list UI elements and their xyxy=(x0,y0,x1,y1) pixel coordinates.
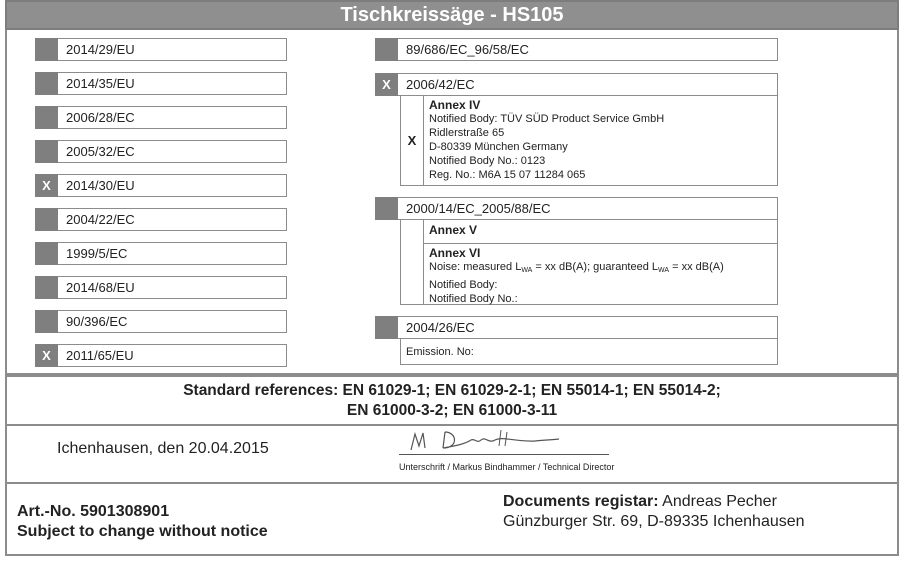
annex-mark-column xyxy=(401,220,424,304)
annex-iv-title: Annex IV xyxy=(429,98,481,112)
annex-v-vi-block xyxy=(400,220,778,305)
directive-label: 90/396/EC xyxy=(66,314,128,329)
directive-row xyxy=(35,174,287,197)
registrar-label: Documents registar: xyxy=(503,493,659,510)
checkbox xyxy=(35,208,58,231)
notified-body-line: Notified Body: TÜV SÜD Product Service GmbH xyxy=(429,113,665,125)
change-notice: Subject to change without notice xyxy=(17,523,268,540)
signature-line xyxy=(399,454,609,455)
checkbox xyxy=(35,140,58,163)
checkbox: X xyxy=(35,174,58,197)
notified-body-number: Notified Body No.: xyxy=(429,293,518,305)
divider xyxy=(423,243,777,244)
emission-block xyxy=(400,339,778,365)
checkbox: X xyxy=(35,344,58,367)
annex-v-title: Annex V xyxy=(429,223,478,237)
directive-row xyxy=(35,310,287,333)
checkbox xyxy=(375,38,398,61)
directive-row xyxy=(35,38,287,61)
directive-label: 89/686/EC_96/58/EC xyxy=(406,42,529,57)
directive-label: 2000/14/EC_2005/88/EC xyxy=(406,201,551,216)
place-date: Ichenhausen, den 20.04.2015 xyxy=(57,440,269,457)
notified-body-number: Notified Body No.: 0123 xyxy=(429,155,546,167)
checkbox: X xyxy=(375,73,398,96)
directive-row xyxy=(35,344,287,367)
directives-panel xyxy=(5,30,899,375)
handwritten-signature xyxy=(405,428,565,454)
signature-caption: Unterschrift / Markus Bindhammer / Technical Director xyxy=(399,462,615,472)
annex-vi-title: Annex VI xyxy=(429,246,481,260)
address-street: Ridlerstraße 65 xyxy=(429,127,505,139)
annex-iv-block xyxy=(400,96,778,186)
directive-label: 2004/26/EC xyxy=(406,320,475,335)
registrar-address: Günzburger Str. 69, D-89335 Ichenhausen xyxy=(503,513,805,530)
directive-row xyxy=(35,106,287,129)
checkbox xyxy=(35,72,58,95)
emission-number: Emission. No: xyxy=(406,346,474,358)
checkbox xyxy=(35,106,58,129)
directive-label: 2014/30/EU xyxy=(66,178,135,193)
directive-label: 2014/29/EU xyxy=(66,42,135,57)
directive-row xyxy=(35,242,287,265)
footer xyxy=(5,484,899,556)
directive-label: 2006/28/EC xyxy=(66,110,135,125)
directive-label: 1999/5/EC xyxy=(66,246,128,261)
directive-row xyxy=(35,72,287,95)
directive-label: 2011/65/EU xyxy=(66,348,134,363)
directive-label: 2004/22/EC xyxy=(66,212,135,227)
article-number: Art.-No. 5901308901 xyxy=(17,503,170,520)
directive-row xyxy=(375,73,778,96)
directive-row xyxy=(35,276,287,299)
directive-row xyxy=(375,38,778,61)
notified-body-line: Notified Body: xyxy=(429,279,498,291)
checkbox xyxy=(375,197,398,220)
directive-row xyxy=(35,140,287,163)
article-info xyxy=(17,502,268,542)
documents-registrar xyxy=(503,492,805,532)
checkbox xyxy=(35,242,58,265)
address-city: D-80339 München Germany xyxy=(429,141,568,153)
noise-line: Noise: measured $L_{WA}$ = xx dB(A); guaranteed $L_{WA}$ = xx dB(A) xyxy=(429,261,724,274)
checkbox xyxy=(35,310,58,333)
standard-references xyxy=(5,375,899,426)
directive-row xyxy=(375,316,778,339)
directive-label: 2014/35/EU xyxy=(66,76,135,91)
checkbox xyxy=(35,276,58,299)
checkbox xyxy=(375,316,398,339)
registrar-name: Andreas Pecher xyxy=(658,493,777,510)
standards-line-1: Standard references: EN 61029-1; EN 61029-2-1; EN 55014-1; EN 55014-2; xyxy=(183,382,721,399)
directive-row xyxy=(375,197,778,220)
document-title: Tischkreissäge - HS105 xyxy=(5,0,899,30)
directive-label: 2005/32/EC xyxy=(66,144,135,159)
directive-label: 2014/68/EU xyxy=(66,280,135,295)
annex-iv-mark: X xyxy=(401,96,424,185)
signature-section xyxy=(5,426,899,484)
directive-label: 2006/42/EC xyxy=(406,77,475,92)
directive-row xyxy=(35,208,287,231)
registration-number: Reg. No.: M6A 15 07 11284 065 xyxy=(429,169,586,181)
standards-line-2: EN 61000-3-2; EN 61000-3-11 xyxy=(346,402,558,419)
checkbox xyxy=(35,38,58,61)
